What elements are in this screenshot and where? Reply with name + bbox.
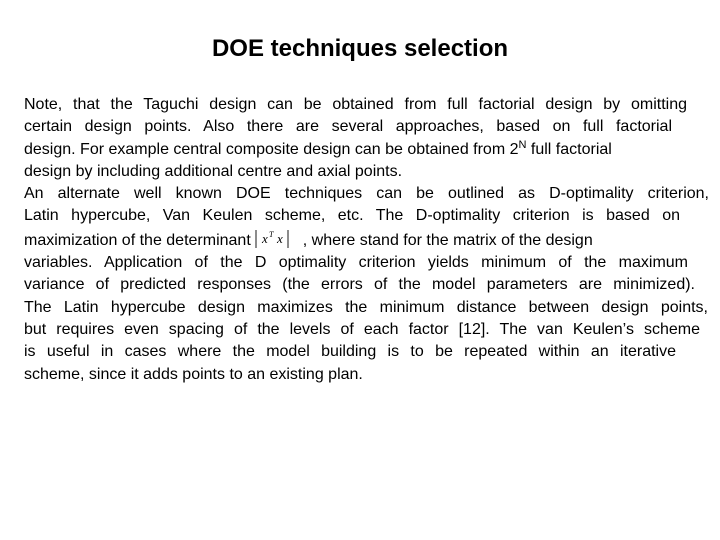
- svg-text:T: T: [268, 229, 274, 239]
- body-line-7-text: maximization of the determinant: [24, 231, 251, 249]
- slide-title: DOE techniques selection: [211, 35, 509, 62]
- svg-text:x: x: [276, 230, 283, 246]
- body-line-7-tail: , where stand for the matrix of the design: [302, 231, 593, 249]
- body-line-7: [24, 228, 680, 252]
- body-line-6: Latin hypercube, Van Keulen scheme, etc. The D-optimality criterion is based on: [24, 207, 680, 225]
- body-line-10: The Latin hypercube design maximizes the minimum distance between design points,: [24, 298, 708, 316]
- body-line-11: but requires even spacing of the levels of each factor [12]. The van Keulen’s scheme: [24, 320, 700, 338]
- svg-text:x: x: [261, 230, 268, 246]
- body-line-5: An alternate well known DOE techniques can be outlined as D-optimality criterion,: [24, 185, 709, 203]
- superscript-n: N: [518, 138, 527, 151]
- body-line-4: design by including additional centre and axial points.: [24, 162, 403, 180]
- body-line-8: variables. Application of the D optimality criterion yields minimum of the maximum: [24, 254, 688, 272]
- body-line-3-tail: full factorial: [526, 140, 612, 158]
- body-line-1: Note, that the Taguchi design can be obtained from full factorial design by omitting: [24, 96, 687, 113]
- slide-body: [24, 94, 714, 386]
- body-line-3: [24, 139, 685, 161]
- body-line-12: is useful in cases where the model building is to be repeated within an iterative: [24, 343, 676, 361]
- determinant-formula-image: [253, 228, 301, 250]
- body-line-13: scheme, since it adds points to an existing plan.: [24, 365, 363, 383]
- body-line-9: variance of predicted responses (the errors of the model parameters are minimized).: [24, 276, 695, 294]
- body-line-2: certain design points. Also there are several approaches, based on full factorial: [24, 118, 672, 136]
- determinant-formula-svg: [253, 228, 301, 250]
- body-line-3-text: design. For example central composite design can be obtained from 2: [24, 140, 519, 158]
